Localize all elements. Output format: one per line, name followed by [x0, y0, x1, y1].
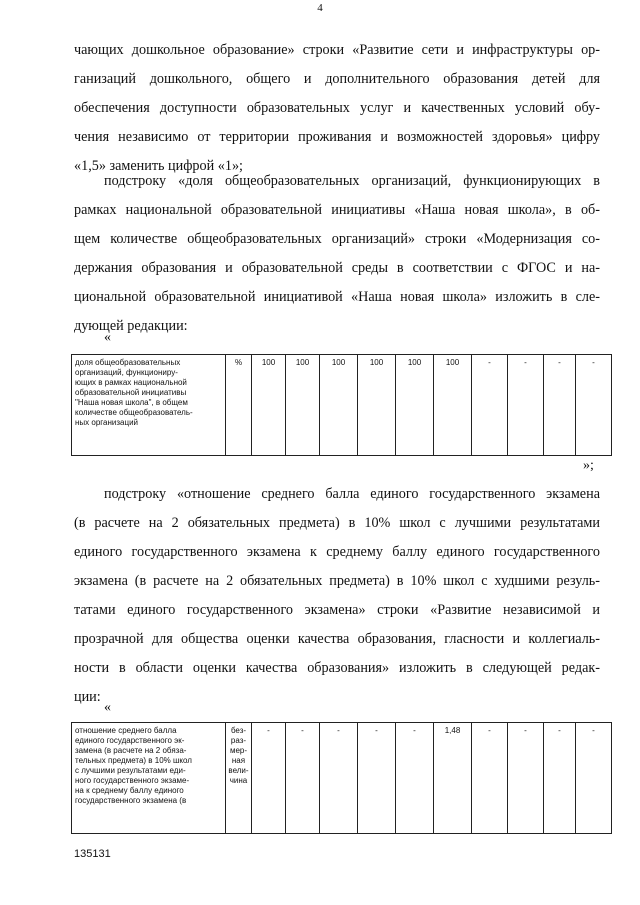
cell-line: на к среднему баллу единого: [75, 786, 184, 795]
value-cell: -: [358, 723, 396, 834]
text-line: щем количестве общеобразовательных организаций» строки «Модернизация со-: [74, 231, 600, 247]
paragraph-2: [74, 167, 600, 341]
text-line: циональной образовательной инициативой «Наша новая школа» изложить в сле-: [74, 289, 600, 305]
text-line: ции:: [74, 689, 101, 705]
value-cell: -: [508, 355, 544, 456]
cell-line: отношение среднего балла: [75, 726, 177, 735]
value-cell: 100: [396, 355, 434, 456]
text-line: экзамена (в расчете на 2 обязательных предмета) в 10% школ с худшими резуль-: [74, 573, 600, 589]
text-line: «1,5» заменить цифрой «1»;: [74, 158, 243, 174]
text-line: дующей редакции:: [74, 318, 188, 334]
value-cell: 100: [358, 355, 396, 456]
text-line: чающих дошкольное образование» строки «Развитие сети и инфраструктуры ор-: [74, 42, 600, 58]
value-cell: -: [544, 355, 576, 456]
value-cell: 100: [320, 355, 358, 456]
cell-line: с лучшими результатами еди-: [75, 766, 186, 775]
text-line: прозрачной для общества оценки качества образования, гласности и коллегиаль-: [74, 631, 600, 647]
value-cell: -: [472, 355, 508, 456]
cell-line: "Наша новая школа", в общем: [75, 398, 188, 407]
cell-line: организаций, функциониру-: [75, 368, 178, 377]
cell-line: ная: [231, 756, 246, 765]
indicator-table-2: [71, 722, 612, 834]
value-cell: 1,48: [434, 723, 472, 834]
text-line: (в расчете на 2 обязательных предмета) в 10% школ с лучшими результатами: [74, 515, 600, 531]
quote-open: «: [104, 330, 111, 345]
page-number: 4: [317, 2, 323, 14]
quote-close: »;: [583, 458, 594, 473]
cell-line: государственного экзамена (в: [75, 796, 187, 805]
indicator-name-cell: [72, 355, 226, 456]
value-cell: -: [576, 723, 612, 834]
value-cell: -: [286, 723, 320, 834]
cell-line: вели-: [228, 766, 249, 775]
indicator-name-cell: [72, 723, 226, 834]
text-line: единого государственного экзамена к среднему баллу единого государственного: [74, 544, 600, 560]
text-line: ности в области оценки качества образования» изложить в следующей редак-: [74, 660, 600, 676]
cell-line: мер-: [229, 746, 248, 755]
value-cell: -: [544, 723, 576, 834]
indicator-table-1: [71, 354, 612, 456]
paragraph-1: [74, 36, 600, 181]
cell-line: раз-: [230, 736, 247, 745]
paragraph-3: [74, 480, 600, 712]
value-cell: 100: [286, 355, 320, 456]
table-row: [72, 355, 612, 456]
unit-cell: %: [226, 355, 252, 456]
document-code: 135131: [74, 848, 111, 860]
text-line: татами единого государственного экзамена» строки «Развитие независимой и: [74, 602, 600, 618]
cell-line: количестве общеобразователь-: [75, 408, 193, 417]
cell-line: ющих в рамках национальной: [75, 378, 187, 387]
text-line: подстроку «отношение среднего балла единого государственного экзамена: [104, 486, 600, 502]
cell-line: тельных предмета) в 10% школ: [75, 756, 192, 765]
value-cell: -: [576, 355, 612, 456]
value-cell: -: [320, 723, 358, 834]
value-cell: -: [472, 723, 508, 834]
value-cell: -: [508, 723, 544, 834]
cell-line: ного государственного экзаме-: [75, 776, 190, 785]
unit-cell: [226, 723, 252, 834]
cell-line: без-: [230, 726, 247, 735]
value-cell: 100: [252, 355, 286, 456]
cell-line: замена (в расчете на 2 обяза-: [75, 746, 187, 755]
cell-line: ных организаций: [75, 418, 139, 427]
value-cell: -: [252, 723, 286, 834]
cell-line: доля общеобразовательных: [75, 358, 181, 367]
text-line: рамках национальной образовательной инициативы «Наша новая школа», в об-: [74, 202, 600, 218]
value-cell: -: [396, 723, 434, 834]
text-line: подстроку «доля общеобразовательных организаций, функционирующих в: [104, 173, 600, 189]
value-cell: 100: [434, 355, 472, 456]
text-line: держания образования и образовательной среды в соответствии с ФГОС и на-: [74, 260, 600, 276]
text-line: ганизаций дошкольного, общего и дополнительного образования детей для: [74, 71, 600, 87]
text-line: обеспечения доступности образовательных услуг и качественных условий обу-: [74, 100, 600, 116]
text-line: чения независимо от территории проживания и возможностей здоровья» цифру: [74, 129, 600, 145]
cell-line: образовательной инициативы: [75, 388, 187, 397]
table-row: [72, 723, 612, 834]
quote-open: «: [104, 700, 111, 715]
cell-line: чина: [229, 776, 248, 785]
cell-line: единого государственного эк-: [75, 736, 185, 745]
